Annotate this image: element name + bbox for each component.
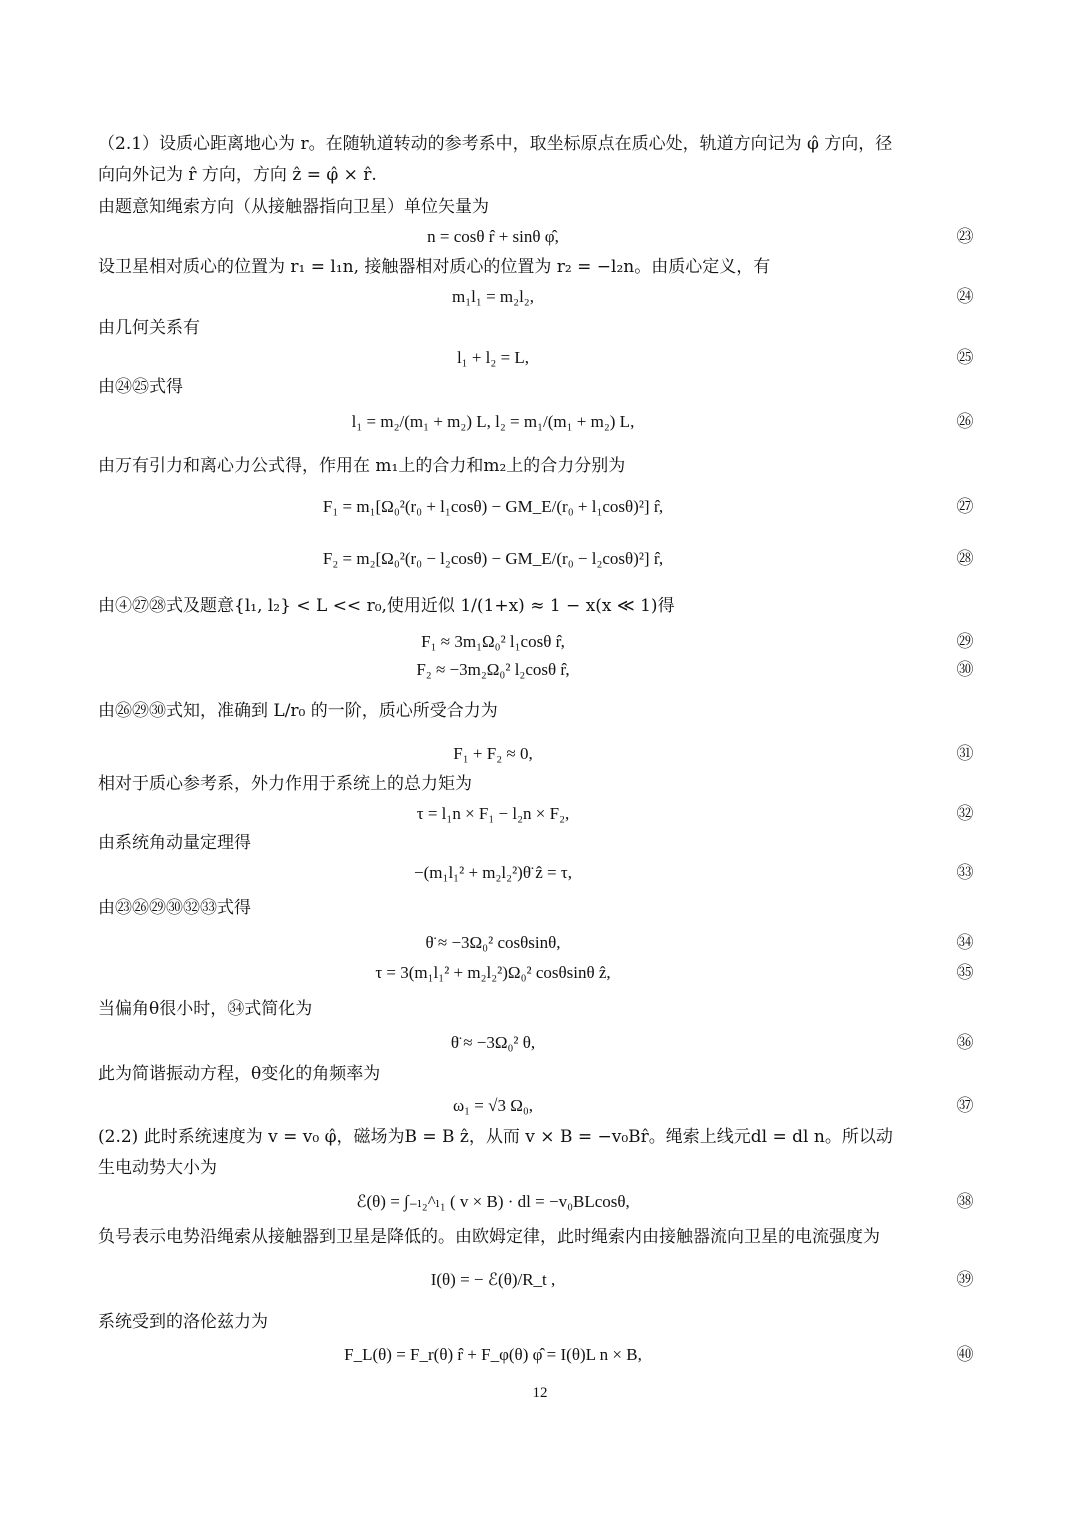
equation-25: l₁ + l₂ = L, xyxy=(456,348,530,367)
equation-28: F₂ = m₂[Ω₀²(r₀ − l₂cosθ) − GM_E/(r₀ − l₂cosθ)²] r̂, xyxy=(322,549,664,568)
equation-39: I(θ) = − ℰ(θ)/R_t , xyxy=(430,1270,556,1289)
paragraph-line: 系统受到的洛伦兹力为 xyxy=(98,1312,268,1332)
equation-number: ㊳ xyxy=(956,1192,974,1212)
equation-35: τ = 3(m₁l₁² + m₂l₂²)Ω₀² cosθsinθ ẑ, xyxy=(375,963,611,982)
paragraph-line: 生电动势大小为 xyxy=(98,1158,217,1178)
equation-number: ㉚ xyxy=(956,660,974,680)
equation-40: F_L(θ) = F_r(θ) r̂ + F_φ(θ) φ̂ = I(θ)L n × B, xyxy=(344,1345,642,1364)
paragraph-line: （2.1）设质心距离地心为 r。在随轨道转动的参考系中，取坐标原点在质心处，轨道方向记为 φ̂ 方向，径 xyxy=(98,134,893,154)
equation-23: n = cosθ r̂ + sinθ φ̂, xyxy=(427,227,559,246)
equation-38: ℰ(θ) = ∫₋ₗ₂^ₗ₁ ( v × B) · dl = −v₀BLcosθ, xyxy=(356,1192,630,1211)
paragraph-line: (2.2) 此时系统速度为 v = v₀ φ̂，磁场为B = B ẑ，从而 v × B = −v₀Br̂。绳索上线元dl = dl n。所以动 xyxy=(98,1127,893,1147)
paragraph-line: 由㉖㉙㉚式知，准确到 L/r₀ 的一阶，质心所受合力为 xyxy=(98,701,498,721)
equation-number: ㊱ xyxy=(956,1033,974,1053)
paragraph-line: 由题意知绳索方向（从接触器指向卫星）单位矢量为 xyxy=(98,197,489,217)
equation-number: ㉝ xyxy=(956,863,974,883)
equation-number: ㉛ xyxy=(956,744,974,764)
equation-37: ω₁ = √3 Ω₀, xyxy=(452,1096,534,1115)
equation-number: ㉕ xyxy=(956,348,974,368)
equation-number: ㊲ xyxy=(956,1096,974,1116)
paragraph-line: 由几何关系有 xyxy=(98,318,200,338)
paragraph-line: 由㉓㉖㉙㉚㉜㉝式得 xyxy=(98,898,251,918)
paragraph-line: 设卫星相对质心的位置为 r₁ = l₁n, 接触器相对质心的位置为 r₂ = −l₂n。由质心定义，有 xyxy=(98,257,771,277)
paragraph-line: 由④㉗㉘式及题意{l₁, l₂} < L << r₀,使用近似 1/(1+x) ≈ 1 − x(x ≪ 1)得 xyxy=(98,596,675,616)
equation-number: ㊴ xyxy=(956,1270,974,1290)
equation-29: F₁ ≈ 3m₁Ω₀² l₁cosθ r̂, xyxy=(421,632,565,651)
equation-number: ㉟ xyxy=(956,963,974,983)
paragraph-line: 此为简谐振动方程，θ变化的角频率为 xyxy=(98,1064,381,1084)
equation-26: l₁ = m₂/(m₁ + m₂) L, l₂ = m₁/(m₁ + m₂) L, xyxy=(351,412,635,431)
equation-number: ㉜ xyxy=(956,804,974,824)
equation-number: ㉖ xyxy=(956,412,974,432)
equation-31: F₁ + F₂ ≈ 0, xyxy=(453,744,533,763)
equation-number: ㉙ xyxy=(956,632,974,652)
equation-36: θ̈ ≈ −3Ω₀² θ, xyxy=(450,1033,536,1052)
paragraph-line: 由系统角动量定理得 xyxy=(98,833,251,853)
paragraph-line: 相对于质心参考系，外力作用于系统上的总力矩为 xyxy=(98,774,472,794)
equation-number: ㉓ xyxy=(956,227,974,247)
equation-30: F₂ ≈ −3m₂Ω₀² l₂cosθ r̂, xyxy=(416,660,570,679)
equation-number: ㉘ xyxy=(956,549,974,569)
equation-number: ㉔ xyxy=(956,287,974,307)
equation-33: −(m₁l₁² + m₂l₂²)θ̈ ẑ = τ, xyxy=(414,863,572,882)
equation-34: θ̈ ≈ −3Ω₀² cosθsinθ, xyxy=(425,933,561,952)
equation-27: F₁ = m₁[Ω₀²(r₀ + l₁cosθ) − GM_E/(r₀ + l₁cosθ)²] r̂, xyxy=(322,497,664,516)
paragraph-line: 负号表示电势沿绳索从接触器到卫星是降低的。由欧姆定律，此时绳索内由接触器流向卫星的电流强度为 xyxy=(98,1227,880,1247)
page-number: 12 xyxy=(532,1385,548,1401)
equation-number: ㊵ xyxy=(956,1345,974,1365)
equation-32: τ = l₁n × F₁ − l₂n × F₂, xyxy=(416,804,570,823)
paragraph-line: 向向外记为 r̂ 方向，方向 ẑ = φ̂ × r̂. xyxy=(98,165,377,185)
paragraph-line: 当偏角θ很小时，㉞式简化为 xyxy=(98,999,313,1019)
equation-number: ㉞ xyxy=(956,933,974,953)
equation-24: m₁l₁ = m₂l₂, xyxy=(452,287,534,306)
paragraph-line: 由万有引力和离心力公式得，作用在 m₁上的合力和m₂上的合力分别为 xyxy=(98,456,626,476)
paragraph-line: 由㉔㉕式得 xyxy=(98,377,183,397)
equation-number: ㉗ xyxy=(956,497,974,517)
